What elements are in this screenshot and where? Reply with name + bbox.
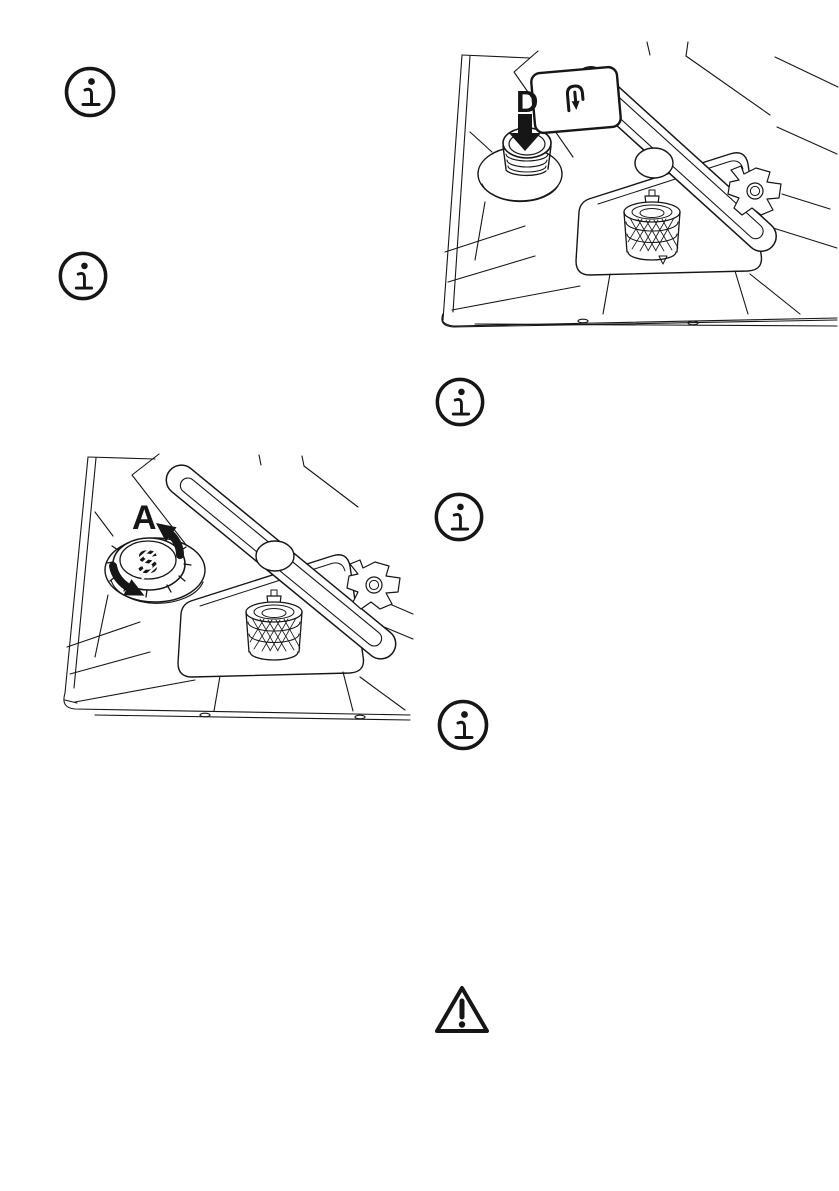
figure-salt-refill: [430, 42, 839, 332]
step-label-a: A: [132, 499, 157, 537]
spray-arm-hub: [635, 148, 673, 178]
info-icon: [433, 375, 487, 429]
salt-symbol-card: [531, 66, 622, 133]
warning-icon: [432, 984, 492, 1038]
sump-plate: [576, 153, 761, 314]
info-icon: [435, 697, 491, 753]
figure-salt-cap-rotate: [55, 452, 415, 732]
sump-plate: [178, 555, 363, 711]
arm-mount: [728, 166, 781, 215]
step-label-d: D: [516, 84, 539, 119]
spray-arm-hub: [256, 541, 294, 571]
info-icon: [56, 249, 110, 303]
info-icon: [432, 490, 486, 544]
salt-cap-letter: S: [137, 544, 159, 580]
info-icon: [62, 64, 118, 120]
arm-mount: [347, 560, 400, 609]
